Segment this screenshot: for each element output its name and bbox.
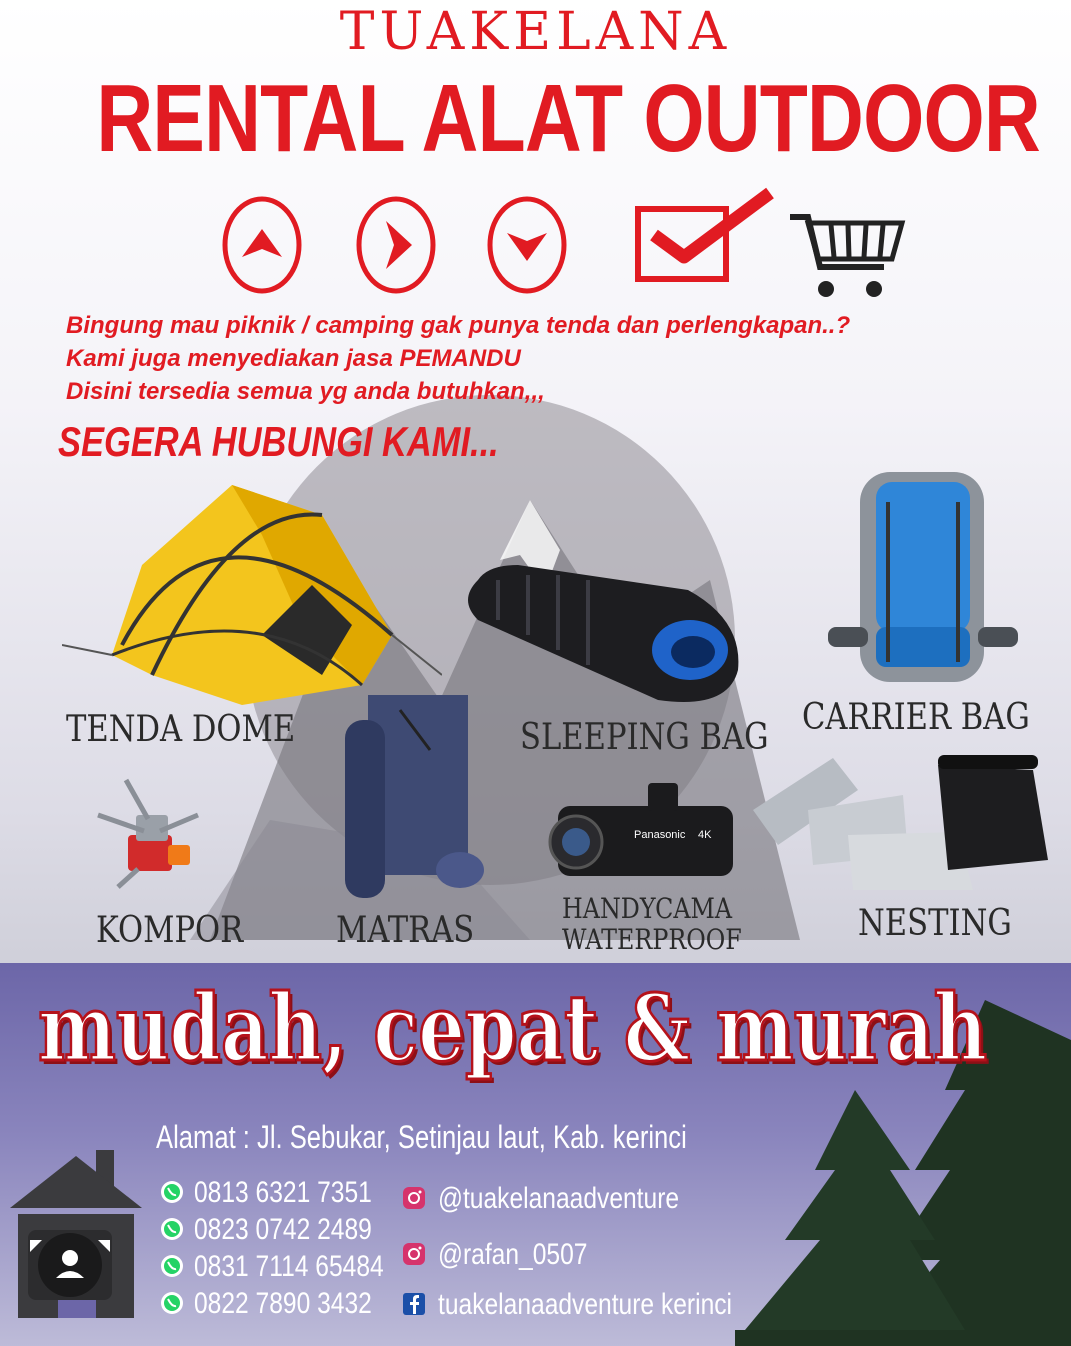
chevron-down-circle-icon	[487, 195, 567, 295]
whatsapp-icon	[160, 1254, 184, 1278]
label-kompor: KOMPOR	[96, 910, 244, 951]
slogan: mudah, cepat & murah	[38, 974, 988, 1082]
phone-number[interactable]: 0823 0742 2489	[194, 1213, 372, 1246]
camera-4k-badge: 4K	[698, 829, 712, 841]
checkbox-checked-icon	[632, 185, 777, 285]
facebook-page[interactable]: tuakelanaadventure kerinci	[438, 1288, 733, 1321]
instagram-handle[interactable]: @rafan_0507	[438, 1238, 588, 1271]
whatsapp-icon	[160, 1217, 184, 1241]
chevron-up-circle-icon	[222, 195, 302, 295]
tagline-line-3: Disini tersedia semua yg anda butuhkan,,,	[66, 378, 545, 405]
instagram-handle[interactable]: @tuakelanaadventure	[438, 1182, 680, 1215]
shopping-cart-icon	[786, 205, 906, 305]
stove-image	[88, 775, 208, 895]
label-handycam-line-1: HANDYCAMA	[562, 892, 733, 925]
sleeping-bag-image	[458, 560, 748, 710]
address: Alamat : Jl. Sebukar, Setinjau laut, Kab. kerinci	[156, 1119, 687, 1155]
label-matras: MATRAS	[336, 910, 475, 951]
user-avatar-icon[interactable]	[28, 1230, 112, 1300]
label-sleeping-bag: SLEEPING BAG	[520, 717, 769, 758]
facebook-icon	[402, 1292, 426, 1316]
nesting-image	[748, 750, 1053, 900]
label-tenda-dome: TENDA DOME	[66, 709, 296, 750]
phone-number[interactable]: 0831 7114 65484	[194, 1250, 384, 1283]
brand-name: TUAKELANA	[339, 2, 732, 62]
label-carrier-bag: CARRIER BAG	[802, 697, 1030, 738]
whatsapp-icon	[160, 1180, 184, 1204]
headline: RENTAL ALAT OUTDOOR	[96, 65, 1040, 172]
instagram-icon	[402, 1242, 426, 1266]
handycam-image	[548, 778, 738, 888]
chevron-right-circle-icon	[356, 195, 436, 295]
sleeping-mat-image	[340, 690, 490, 905]
call-to-action: SEGERA HUBUNGI KAMI...	[58, 418, 499, 465]
phone-number[interactable]: 0822 7890 3432	[194, 1287, 372, 1320]
phone-number[interactable]: 0813 6321 7351	[194, 1176, 372, 1209]
label-handycam-line-2: WATERPROOF	[562, 923, 742, 956]
tagline-line-2: Kami juga menyediakan jasa PEMANDU	[66, 345, 521, 372]
tagline-line-1: Bingung mau piknik / camping gak punya tenda dan perlengkapan..?	[66, 312, 851, 339]
instagram-icon	[402, 1186, 426, 1210]
label-nesting: NESTING	[858, 903, 1012, 944]
camera-brand-text: Panasonic	[634, 829, 686, 841]
tent-image	[62, 475, 442, 715]
carrier-bag-image	[828, 462, 1018, 687]
whatsapp-icon	[160, 1291, 184, 1315]
